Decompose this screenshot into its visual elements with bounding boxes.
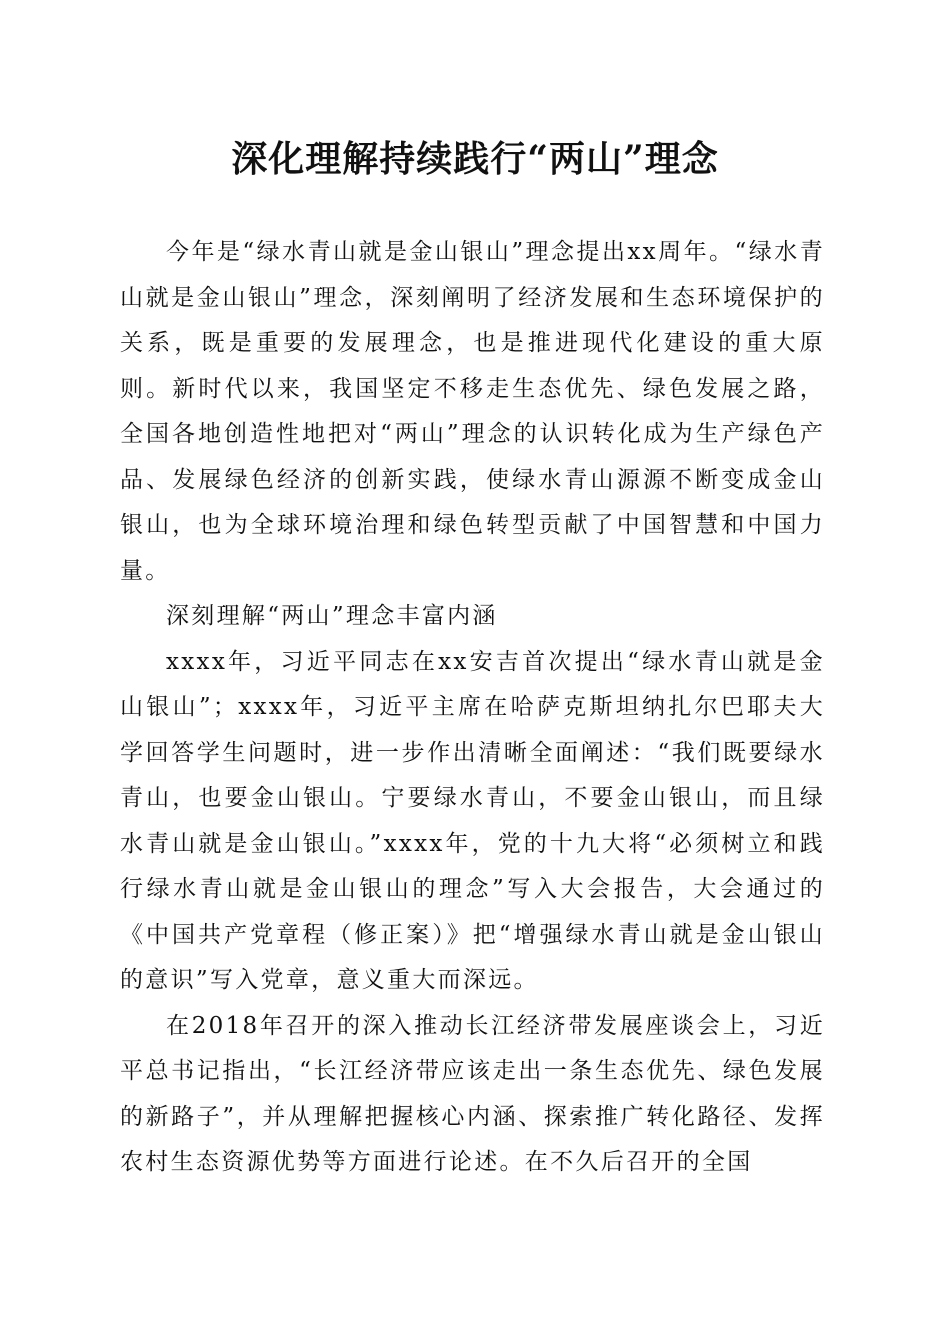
document-body	[120, 230, 825, 1186]
paragraph-intro: 今年是“绿水青山就是金山银山”理念提出xx周年。“绿水青山就是金山银山”理念，深刻阐明了经济发展和生态环境保护的关系，既是重要的发展理念，也是推进现代化建设的重大原则。新时代以来，我国坚定不移走生态优先、绿色发展之路，全国各地创造性地把对“两山”理念的认识转化成为生产绿色产品、发展绿色经济的创新实践，使绿水青山源源不断变成金山银山，也为全球环境治理和绿色转型贡献了中国智慧和中国力量。	[120, 239, 825, 584]
paragraph-history: xxxx年，习近平同志在xx安吉首次提出“绿水青山就是金山银山”；xxxx年，习近平主席在哈萨克斯坦纳扎尔巴耶夫大学回答学生问题时，进一步作出清晰全面阐述：“我们既要绿水青山，也要金山银山。宁要绿水青山，不要金山银山，而且绿水青山就是金山银山。”xxxx年，党的十九大将“必须树立和践行绿水青山就是金山银山的理念”写入大会报告，大会通过的《中国共产党章程（修正案）》把“增强绿水青山就是金山银山的意识”写入党章，意义重大而深远。	[120, 648, 825, 993]
document-title: 深化理解持续践行“两山”理念	[231, 138, 719, 180]
paragraph-yangtze: 在2018年召开的深入推动长江经济带发展座谈会上，习近平总书记指出，“长江经济带应该走出一条生态优先、绿色发展的新路子”，并从理解把握核心内涵、探索推广转化路径、发挥农村生态资源优势等方面进行论述。在不久后召开的全国	[120, 1012, 825, 1175]
section-heading: 深刻理解“两山”理念丰富内涵	[166, 603, 498, 629]
